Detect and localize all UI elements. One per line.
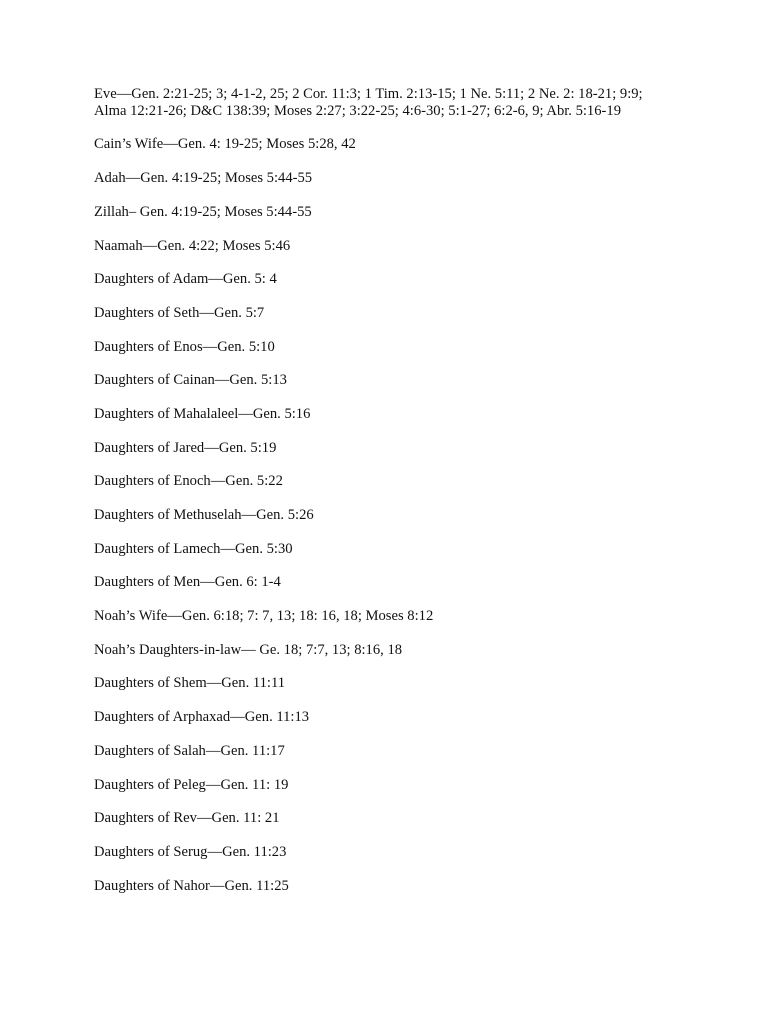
- list-item: Daughters of Lamech—Gen. 5:30: [94, 540, 293, 557]
- list-item: Adah—Gen. 4:19-25; Moses 5:44-55: [94, 170, 313, 187]
- list-item: Daughters of Rev—Gen. 11: 21: [94, 810, 280, 827]
- list-item: Daughters of Methuselah—Gen. 5:26: [94, 507, 314, 524]
- list-item: Daughters of Cainan—Gen. 5:13: [94, 372, 287, 389]
- list-item: Daughters of Peleg—Gen. 11: 19: [94, 776, 289, 793]
- list-item: Naamah—Gen. 4:22; Moses 5:46: [94, 237, 291, 254]
- list-item: Daughters of Men—Gen. 6: 1-4: [94, 574, 281, 591]
- list-item: Daughters of Adam—Gen. 5: 4: [94, 271, 277, 288]
- list-item: Daughters of Shem—Gen. 11:11: [94, 675, 286, 692]
- list-item: Zillah– Gen. 4:19-25; Moses 5:44-55: [94, 203, 312, 220]
- list-item: Daughters of Arphaxad—Gen. 11:13: [94, 709, 310, 726]
- list-item: Daughters of Mahalaleel—Gen. 5:16: [94, 405, 311, 422]
- list-item: Noah’s Daughters-in-law— Ge. 18; 7:7, 13; 8:16, 18: [94, 641, 403, 658]
- list-item: Cain’s Wife—Gen. 4: 19-25; Moses 5:28, 42: [94, 136, 356, 153]
- document-page: [94, 86, 674, 894]
- list-item: Daughters of Serug—Gen. 11:23: [94, 843, 287, 860]
- reference-list: [94, 86, 674, 894]
- list-item: Daughters of Enoch—Gen. 5:22: [94, 473, 283, 490]
- list-item: Daughters of Salah—Gen. 11:17: [94, 742, 285, 759]
- list-item: Daughters of Enos—Gen. 5:10: [94, 338, 275, 355]
- list-item: Noah’s Wife—Gen. 6:18; 7: 7, 13; 18: 16, 18; Moses 8:12: [94, 608, 434, 625]
- list-item: Daughters of Seth—Gen. 5:7: [94, 304, 265, 321]
- list-item: Daughters of Jared—Gen. 5:19: [94, 439, 277, 456]
- list-item: Eve—Gen. 2:21-25; 3; 4-1-2, 25; 2 Cor. 11:3; 1 Tim. 2:13-15; 1 Ne. 5:11; 2 Ne. 2: 18-21; 9:9; Alma 12:21-26; D&C 138:39; Moses 2:27; 3:22-25; 4:6-30; 5:1-27; 6:2-6, 9; Abr. 5:16-19: [94, 86, 643, 119]
- list-item: Daughters of Nahor—Gen. 11:25: [94, 877, 289, 894]
